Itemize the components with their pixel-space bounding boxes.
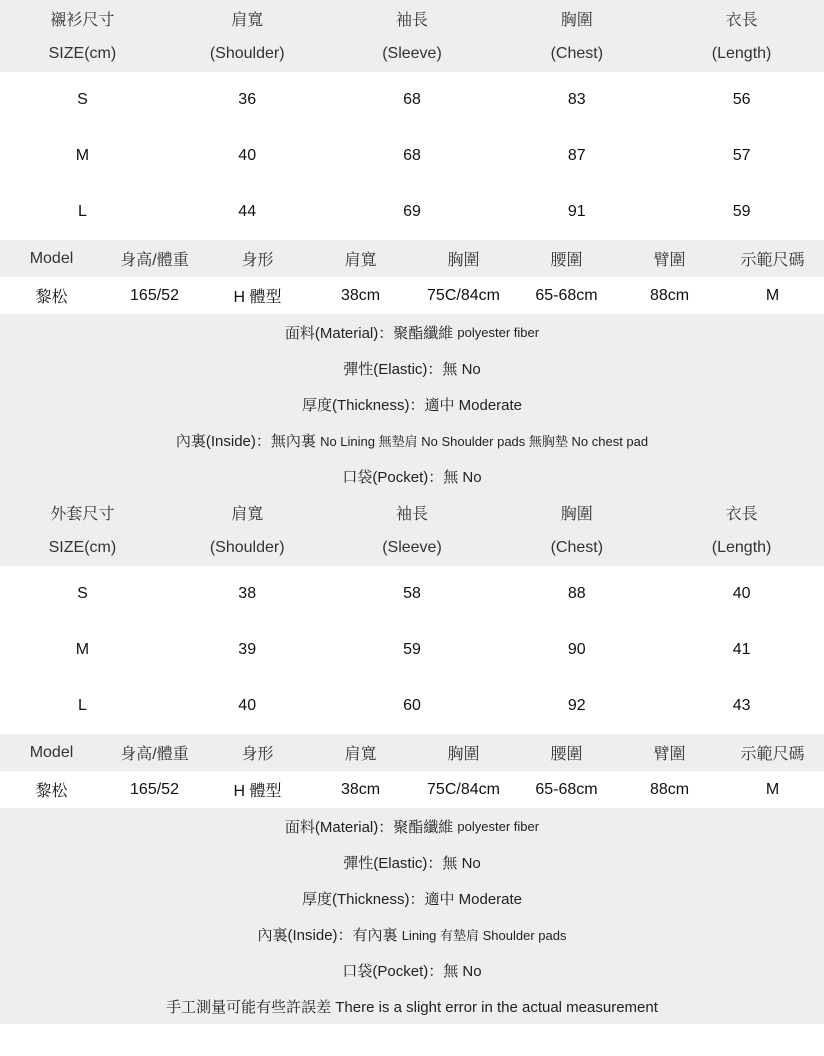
header-cell: 外套尺寸	[50, 505, 115, 523]
table-cell: 43	[732, 697, 751, 714]
info-text-small: No Lining 無墊肩 No Shoulder pads 無胸墊 No chest pad	[320, 433, 649, 449]
info-line-elastic	[0, 350, 824, 386]
model-value-cell: 75C/84cm	[427, 780, 500, 798]
table-row	[0, 72, 824, 128]
info-text-small: Lining 有墊肩 Shoulder pads	[401, 927, 567, 943]
header-cell: (Chest)	[550, 539, 604, 556]
info-text: 面料(Material)：聚酯纖維	[284, 324, 458, 342]
shirt-header-row-1	[0, 0, 824, 36]
table-cell: 92	[567, 697, 586, 714]
header-cell: (Shoulder)	[209, 539, 285, 556]
model-value-cell: H 體型	[233, 783, 282, 800]
header-cell: 胸圍	[560, 505, 593, 523]
table-cell: 91	[567, 203, 586, 220]
info-line-thickness	[0, 880, 824, 916]
size-cell: M	[75, 641, 90, 658]
header-cell: 袖長	[395, 505, 428, 523]
model-value-cell: 65-68cm	[535, 286, 598, 304]
table-cell: 39	[238, 641, 257, 658]
jacket-model-values-row	[0, 771, 824, 808]
header-cell: (Sleeve)	[382, 45, 442, 62]
table-cell: 83	[567, 91, 586, 108]
header-cell: 襯衫尺寸	[50, 11, 115, 29]
size-cell: S	[77, 91, 88, 108]
table-cell: 87	[567, 147, 586, 164]
header-cell: 衣長	[725, 11, 758, 29]
table-cell: 69	[403, 203, 421, 220]
model-value-cell: H 體型	[233, 289, 282, 306]
jacket-header-row-1	[0, 494, 824, 530]
header-cell: (Length)	[711, 45, 772, 62]
model-value-cell: M	[765, 780, 780, 798]
info-text: 彈性(Elastic)：無 No	[343, 360, 481, 378]
table-cell: 59	[732, 203, 751, 220]
table-row	[0, 622, 824, 678]
info-line-material	[0, 808, 824, 844]
table-cell: 57	[732, 147, 751, 164]
model-value-cell: 88cm	[649, 286, 690, 304]
shirt-model-values-row	[0, 277, 824, 314]
info-text: 厚度(Thickness)：適中 Moderate	[301, 890, 523, 908]
model-header-cell: 身形	[241, 746, 274, 763]
header-cell: SIZE(cm)	[48, 539, 117, 556]
info-text: 口袋(Pocket)：無 No	[342, 962, 482, 980]
model-value-cell: 165/52	[130, 286, 179, 304]
model-header-cell: 肩寬	[344, 746, 377, 763]
info-text: 面料(Material)：聚酯纖維	[284, 818, 458, 836]
info-line-inside	[0, 916, 824, 952]
info-text: 彈性(Elastic)：無 No	[343, 854, 481, 872]
header-cell: 袖長	[395, 11, 428, 29]
size-cell: S	[77, 585, 88, 602]
size-cell: M	[75, 147, 90, 164]
table-row	[0, 128, 824, 184]
model-header-cell: 臂圍	[653, 746, 686, 763]
model-value-cell: 65-68cm	[535, 780, 598, 798]
info-text: 手工測量可能有些許誤差 There is a slight error in the actual measurement	[166, 998, 658, 1016]
table-cell: 40	[238, 697, 257, 714]
model-value-cell: 38cm	[340, 780, 381, 798]
table-row	[0, 678, 824, 734]
model-value-cell: 88cm	[649, 780, 690, 798]
info-text: 厚度(Thickness)：適中 Moderate	[301, 396, 523, 414]
info-text-small: polyester fiber	[457, 818, 540, 834]
table-cell: 60	[403, 697, 421, 714]
model-header-cell: 身高/體重	[120, 252, 189, 269]
table-cell: 59	[403, 641, 421, 658]
header-cell: 衣長	[725, 505, 758, 523]
table-cell: 68	[403, 147, 421, 164]
size-cell: L	[77, 203, 87, 220]
model-header-cell: 腰圍	[550, 746, 583, 763]
model-header-cell: 臂圍	[653, 252, 686, 269]
header-cell: (Shoulder)	[209, 45, 285, 62]
info-line-measurement-note	[0, 988, 824, 1024]
model-value-cell: 38cm	[340, 286, 381, 304]
model-value-cell: M	[765, 286, 780, 304]
model-value-cell: 75C/84cm	[427, 286, 500, 304]
model-header-cell: 胸圍	[447, 746, 480, 763]
table-cell: 68	[403, 91, 421, 108]
jacket-info-block	[0, 808, 824, 1024]
model-header-cell: 胸圍	[447, 252, 480, 269]
info-text: 內裏(Inside)：有內裏	[257, 926, 402, 944]
info-line-material	[0, 314, 824, 350]
table-cell: 88	[567, 585, 586, 602]
info-text-small: polyester fiber	[457, 324, 540, 340]
model-header-cell: 示範尺碼	[740, 746, 805, 763]
shirt-model-header-row	[0, 240, 824, 277]
info-line-thickness	[0, 386, 824, 422]
model-value-cell: 黎松	[35, 783, 68, 800]
table-cell: 90	[567, 641, 586, 658]
header-cell: 胸圍	[560, 11, 593, 29]
shirt-size-table	[0, 0, 824, 494]
jacket-header-row-2	[0, 530, 824, 566]
table-cell: 36	[238, 91, 257, 108]
model-header-cell: 腰圍	[550, 252, 583, 269]
info-line-pocket	[0, 952, 824, 988]
model-header-cell: Model	[29, 249, 74, 267]
table-row	[0, 184, 824, 240]
info-line-elastic	[0, 844, 824, 880]
table-cell: 40	[732, 585, 751, 602]
model-header-cell: 身高/體重	[120, 746, 189, 763]
model-header-cell: Model	[29, 743, 74, 761]
header-cell: (Chest)	[550, 45, 604, 62]
shirt-header-row-2	[0, 36, 824, 72]
table-cell: 56	[732, 91, 751, 108]
model-header-cell: 身形	[241, 252, 274, 269]
header-cell: 肩寬	[231, 505, 264, 523]
table-row	[0, 566, 824, 622]
shirt-info-block	[0, 314, 824, 494]
info-text: 內裏(Inside)：無內裏	[175, 432, 321, 450]
table-cell: 38	[238, 585, 257, 602]
info-line-inside	[0, 422, 824, 458]
model-header-cell: 示範尺碼	[740, 252, 805, 269]
header-cell: (Length)	[711, 539, 772, 556]
model-value-cell: 黎松	[35, 289, 68, 306]
jacket-size-table	[0, 494, 824, 1024]
header-cell: 肩寬	[231, 11, 264, 29]
info-text: 口袋(Pocket)：無 No	[342, 468, 482, 486]
jacket-model-header-row	[0, 734, 824, 771]
info-line-pocket	[0, 458, 824, 494]
header-cell: SIZE(cm)	[48, 45, 117, 62]
model-value-cell: 165/52	[130, 780, 179, 798]
header-cell: (Sleeve)	[382, 539, 442, 556]
size-cell: L	[77, 697, 87, 714]
table-cell: 44	[238, 203, 257, 220]
table-cell: 40	[238, 147, 257, 164]
table-cell: 58	[403, 585, 421, 602]
table-cell: 41	[732, 641, 751, 658]
model-header-cell: 肩寬	[344, 252, 377, 269]
